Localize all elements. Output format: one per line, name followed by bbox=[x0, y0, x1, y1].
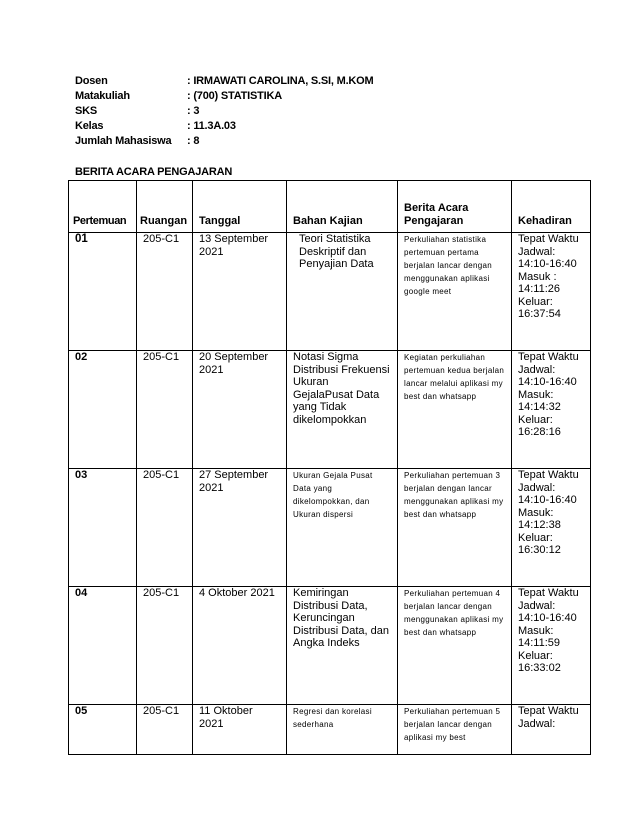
berita-acara-cell: Kegiatan perkuliahan pertemuan kedua berjalan lancar melalui aplikasi my best dan whatsapp bbox=[404, 353, 505, 401]
matakuliah-label: Matakuliah bbox=[75, 90, 130, 102]
teaching-log-table bbox=[68, 180, 591, 755]
bahan-kajian-cell: Teori Statistika Deskriptif dan Penyajian Data bbox=[299, 233, 374, 270]
table-row bbox=[69, 233, 591, 351]
pertemuan-cell: 03 bbox=[75, 469, 88, 481]
kelas-value: : 11.3A.03 bbox=[187, 120, 236, 132]
berita-acara-cell: Perkuliahan pertemuan 4 berjalan lancar dengan menggunakan aplikasi my best dan whatsapp bbox=[404, 589, 504, 637]
course-info bbox=[75, 74, 374, 149]
pertemuan-cell: 04 bbox=[75, 587, 88, 599]
header-ruangan: Ruangan bbox=[137, 181, 193, 233]
tanggal-cell: 13 September 2021 bbox=[199, 233, 269, 258]
table-row bbox=[69, 351, 591, 469]
ruangan-cell: 205-C1 bbox=[143, 469, 180, 481]
jumlah-mahasiswa-label: Jumlah Mahasiswa bbox=[75, 135, 172, 147]
tanggal-cell: 27 September 2021 bbox=[199, 469, 269, 494]
ruangan-cell: 205-C1 bbox=[143, 233, 180, 245]
table-header-row bbox=[69, 181, 591, 233]
header-bahan-kajian: Bahan Kajian bbox=[287, 181, 398, 233]
kehadiran-cell: Tepat Waktu Jadwal: 14:10-16:40 Masuk: 14:11:59 Keluar: 16:33:02 bbox=[518, 587, 579, 674]
table-row bbox=[69, 587, 591, 705]
jumlah-mahasiswa-value: : 8 bbox=[187, 135, 200, 147]
berita-acara-cell: Perkuliahan statistika pertemuan pertama berjalan lancar dengan menggunakan aplikasi google meet bbox=[404, 235, 492, 296]
header-berita-acara: Berita Acara Pengajaran bbox=[398, 181, 512, 233]
bahan-kajian-cell: Notasi Sigma Distribusi Frekuensi Ukuran GejalaPusat Data yang Tidak dikelompokkan bbox=[293, 351, 390, 426]
kelas-label: Kelas bbox=[75, 120, 104, 132]
pertemuan-cell: 05 bbox=[75, 705, 88, 717]
sks-row bbox=[75, 104, 374, 119]
kehadiran-cell: Tepat Waktu Jadwal: bbox=[518, 705, 579, 730]
berita-acara-cell: Perkuliahan pertemuan 5 berjalan lancar dengan aplikasi my best bbox=[404, 707, 501, 742]
pertemuan-cell: 01 bbox=[75, 233, 88, 245]
dosen-label: Dosen bbox=[75, 75, 108, 87]
header-pertemuan: Pertemuan bbox=[69, 181, 137, 233]
section-title: BERITA ACARA PENGAJARAN bbox=[75, 166, 233, 178]
sks-value: : 3 bbox=[187, 105, 200, 117]
tanggal-cell: 4 Oktober 2021 bbox=[199, 587, 275, 599]
kehadiran-cell: Tepat Waktu Jadwal: 14:10-16:40 Masuk: 14:14:32 Keluar: 16:28:16 bbox=[518, 351, 579, 438]
header-tanggal: Tanggal bbox=[193, 181, 287, 233]
bahan-kajian-cell: Ukuran Gejala Pusat Data yang dikelompokkan, dan Ukuran dispersi bbox=[293, 471, 373, 519]
ruangan-cell: 205-C1 bbox=[143, 705, 180, 717]
ruangan-cell: 205-C1 bbox=[143, 351, 180, 363]
matakuliah-value: : (700) STATISTIKA bbox=[187, 90, 282, 102]
kelas-row bbox=[75, 119, 374, 134]
ruangan-cell: 205-C1 bbox=[143, 587, 180, 599]
table-row bbox=[69, 469, 591, 587]
bahan-kajian-cell: Regresi dan korelasi sederhana bbox=[293, 707, 372, 729]
kehadiran-cell: Tepat Waktu Jadwal: 14:10-16:40 Masuk: 14:12:38 Keluar: 16:30:12 bbox=[518, 469, 579, 556]
berita-acara-cell: Perkuliahan pertemuan 3 berjalan dengan lancar menggunakan aplikasi my best dan whatsapp bbox=[404, 471, 504, 519]
matakuliah-row bbox=[75, 89, 374, 104]
dosen-row bbox=[75, 74, 374, 89]
bahan-kajian-cell: Kemiringan Distribusi Data, Keruncingan Distribusi Data, dan Angka Indeks bbox=[293, 587, 389, 649]
tanggal-cell: 11 Oktober 2021 bbox=[199, 705, 253, 730]
pertemuan-cell: 02 bbox=[75, 351, 88, 363]
kehadiran-cell: Tepat Waktu Jadwal: 14:10-16:40 Masuk : 14:11:26 Keluar: 16:37:54 bbox=[518, 233, 579, 320]
tanggal-cell: 20 September 2021 bbox=[199, 351, 269, 376]
header-kehadiran: Kehadiran bbox=[512, 181, 591, 233]
sks-label: SKS bbox=[75, 105, 98, 117]
dosen-value: : IRMAWATI CAROLINA, S.SI, M.KOM bbox=[187, 75, 374, 87]
table-row bbox=[69, 705, 591, 755]
jumlah-mahasiswa-row bbox=[75, 134, 374, 149]
